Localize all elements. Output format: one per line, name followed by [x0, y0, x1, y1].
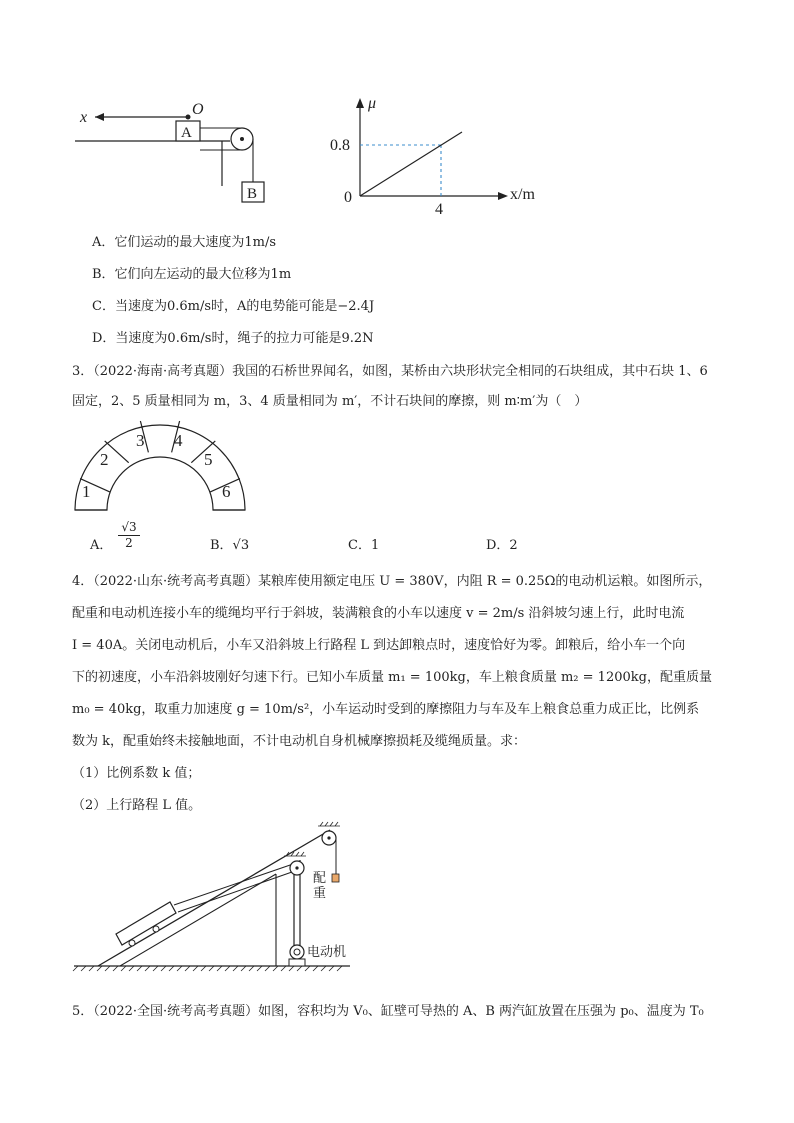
q2-option-c: C．当速度为0.6m/s时，A的电势能可能是−2.4J [92, 299, 375, 314]
q4-stem-line1: 4．（2022·山东·统考高考真题）某粮库使用额定电压 U = 380V，内阻 R = 0.25Ω的电动机运粮。如图所示， [72, 574, 712, 589]
x-axis-label: x/m [510, 186, 535, 203]
q4-sub-question-2: （2）上行路程 L 值。 [72, 798, 202, 813]
stone-1-label: 1 [82, 482, 91, 501]
pulley-diagram [70, 100, 290, 216]
counterweight-block [332, 874, 339, 882]
x-tick-label: 4 [435, 201, 443, 217]
q3-option-c: C．1 [348, 538, 380, 553]
origin-label: 0 [344, 189, 352, 206]
stone-4-label: 4 [174, 431, 183, 450]
y-tick-label: 0.8 [330, 137, 350, 154]
q3-option-d: D．2 [486, 538, 518, 553]
stone-3-label: 3 [136, 431, 145, 450]
stone-5-label: 5 [204, 450, 213, 469]
slope-motor-diagram [70, 820, 370, 979]
motor-label: 电动机 [307, 944, 347, 959]
stone-2-label: 2 [100, 450, 109, 469]
x-axis-label: x [80, 109, 88, 126]
block-b-label: B [247, 186, 258, 202]
q3-stem-line1: 3．（2022·海南·高考真题）我国的石桥世界闻名，如图，某桥由六块形状完全相同的石块组成，其中石块 1、6 [72, 364, 708, 379]
q4-stem-line3: I = 40A。关闭电动机后，小车又沿斜坡上行路程 L 到达卸粮点时，速度恰好为零。卸粮后，给小车一个向 [72, 638, 686, 653]
q5-stem-line1: 5．（2022·全国·统考高考真题）如图，容积均为 V₀、缸壁可导热的 A、B 两汽缸放置在压强为 p₀、温度为 T₀ [72, 1004, 704, 1019]
y-axis-label: μ [368, 95, 377, 112]
origin-o-label: O [192, 101, 204, 118]
mu-x-graph [322, 92, 552, 221]
q2-option-b: B．它们向左运动的最大位移为1m [92, 267, 292, 282]
stone-6-label: 6 [222, 482, 231, 501]
mu-line [360, 132, 462, 196]
q2-option-a: A．它们运动的最大速度为1m/s [92, 235, 277, 250]
block-a-label: A [181, 125, 192, 141]
q4-stem-line6: 数为 k，配重始终未接触地面，不计电动机自身机械摩擦损耗及缆绳质量。求： [72, 734, 527, 749]
fraction-denominator: 2 [125, 536, 133, 550]
q2-option-d: D．当速度为0.6m/s时，绳子的拉力可能是9.2N [92, 331, 374, 346]
q4-stem-line5: m₀ = 40kg，取重力加速度 g = 10m/s²，小车运动时受到的摩擦阻力与车及车上粮食总重力成正比，比例系 [72, 702, 700, 717]
q3-option-a-label: A． [90, 538, 113, 553]
q3-option-b: B．√3 [210, 538, 250, 553]
q4-stem-line4: 下的初速度，小车沿斜坡刚好匀速下行。已知小车质量 m₁ = 100kg，车上粮食质量 m₂ = 1200kg，配重质量 [72, 670, 712, 685]
q3-stem-line2: 固定，2、5 质量相同为 m，3、4 质量相同为 m′，不计石块间的摩擦，则 m∶m′为（ ） [72, 394, 588, 409]
q4-stem-line2: 配重和电动机连接小车的缆绳均平行于斜坡，装满粮食的小车以速度 v = 2m/s 沿斜坡匀速上行，此时电流 [72, 606, 685, 621]
q4-sub-question-1: （1）比例系数 k 值； [72, 766, 201, 781]
counterweight-label-bottom: 重 [313, 885, 327, 900]
stone-bridge-diagram [70, 420, 250, 519]
q3-option-a-fraction [118, 520, 140, 551]
fraction-numerator: √3 [118, 520, 140, 536]
counterweight-label-top: 配 [313, 870, 327, 885]
